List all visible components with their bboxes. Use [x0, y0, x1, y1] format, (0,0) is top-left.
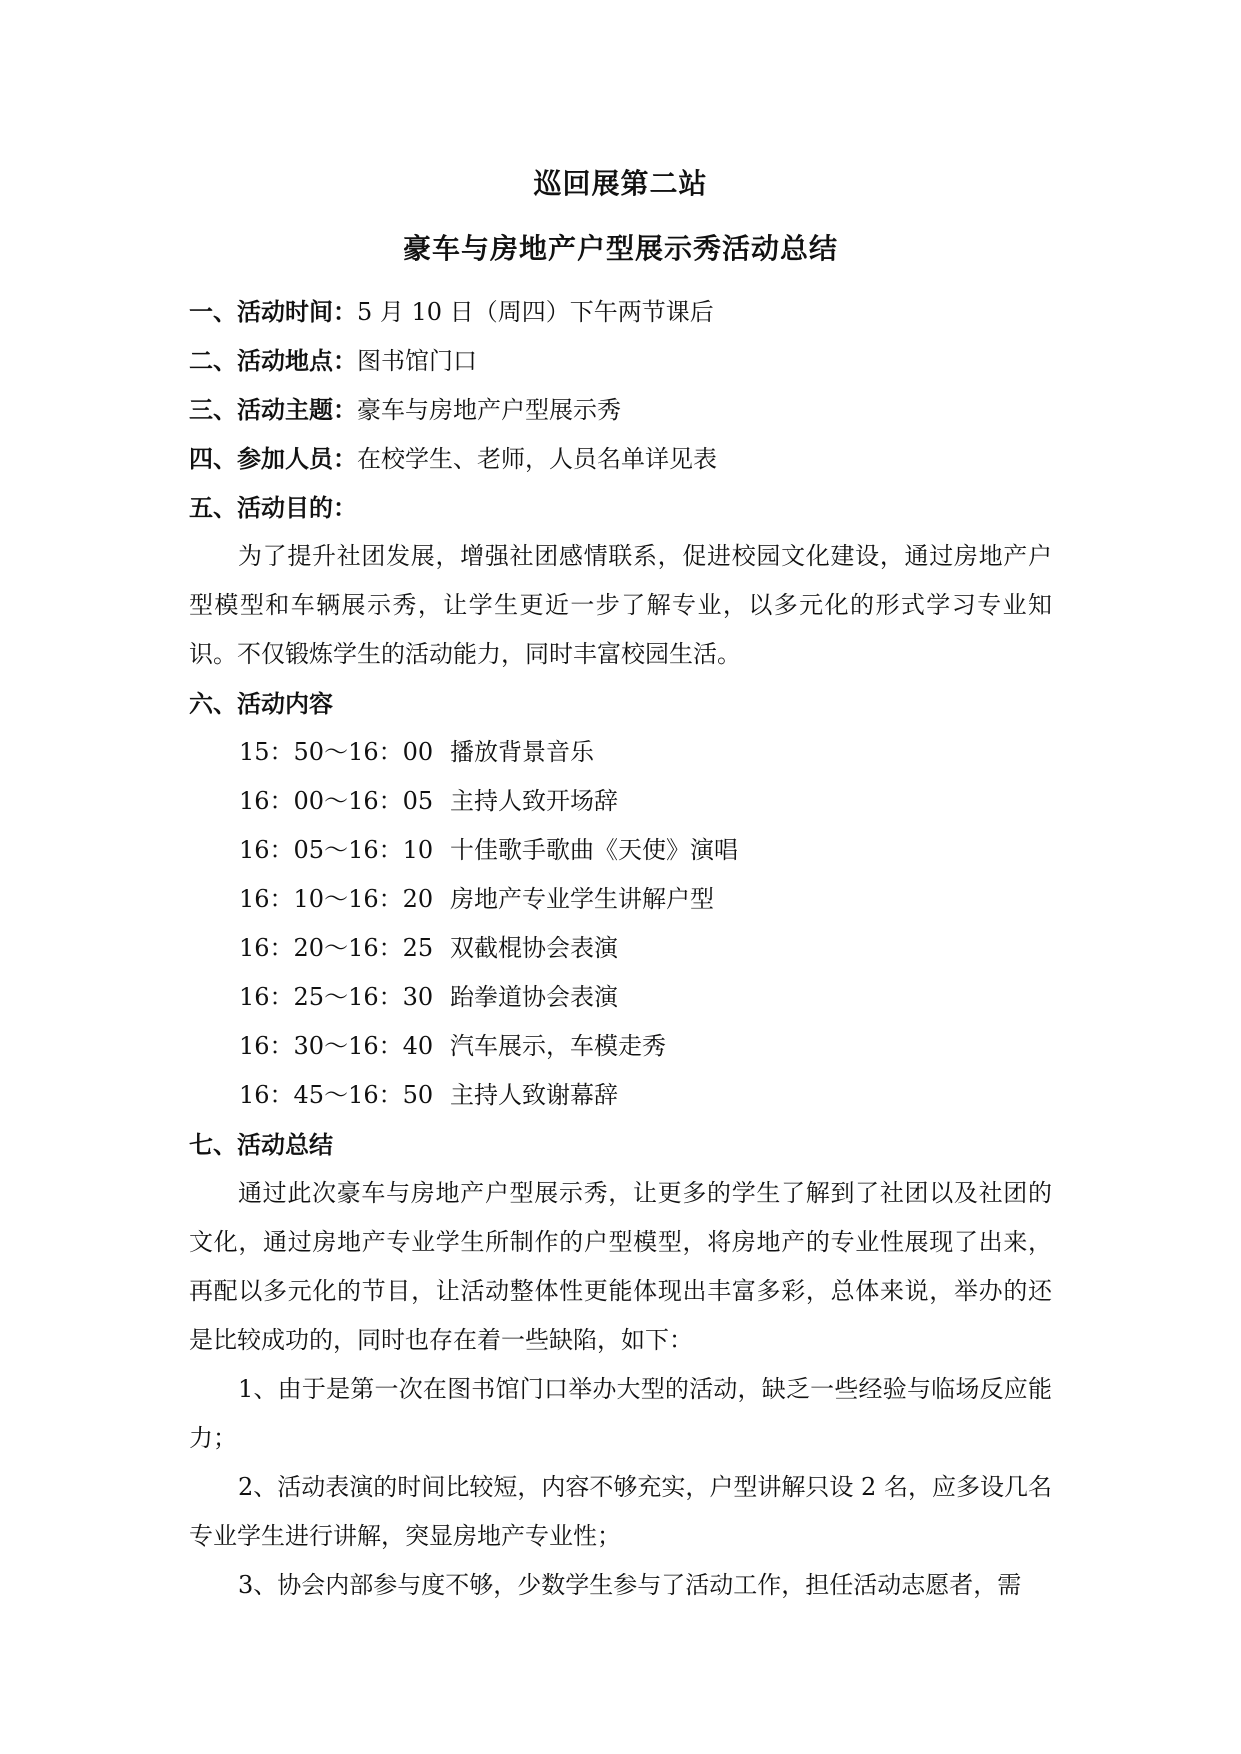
- schedule-time: 16：10～16：20: [239, 885, 434, 913]
- summary-paragraph: 通过此次豪车与房地产户型展示秀，让更多的学生了解到了社团以及社团的文化，通过房地产专业学生所制作的户型模型，将房地产的专业性展现了出来，再配以多元化的节目，让活动整体性更能体现出丰富多彩，总体来说，举办的还是比较成功的，同时也存在着一些缺陷，如下：: [189, 1179, 1052, 1354]
- schedule-row: [189, 728, 1052, 777]
- content-heading: 六、活动内容: [189, 689, 333, 718]
- purpose-paragraph: 为了提升社团发展，增强社团感情联系，促进校园文化建设，通过房地产户型模型和车辆展示秀，让学生更近一步了解专业，以多元化的形式学习专业知识。不仅锻炼学生的活动能力，同时丰富校园生活。: [189, 542, 1052, 668]
- activity-participants-label: 四、参加人员：: [189, 444, 357, 473]
- schedule-item: 汽车展示，车模走秀: [450, 1032, 666, 1060]
- activity-time-label: 一、活动时间：: [189, 297, 357, 326]
- schedule-row: [189, 1022, 1052, 1071]
- schedule-item: 播放背景音乐: [450, 738, 594, 766]
- activity-participants-value: 在校学生、老师，人员名单详见表: [357, 445, 717, 473]
- schedule-item: 跆拳道协会表演: [450, 983, 618, 1011]
- schedule-item: 主持人致谢幕辞: [450, 1081, 618, 1109]
- schedule-item: 房地产专业学生讲解户型: [450, 885, 714, 913]
- activity-time: [189, 287, 1052, 336]
- schedule-time: 15：50～16：00: [239, 738, 434, 766]
- document-body: [189, 287, 1052, 1610]
- activity-theme-value: 豪车与房地产户型展示秀: [357, 396, 621, 424]
- schedule-item: 双截棍协会表演: [450, 934, 618, 962]
- summary-heading: 七、活动总结: [189, 1130, 333, 1159]
- schedule-time: 16：30～16：40: [239, 1032, 434, 1060]
- schedule-time: 16：45～16：50: [239, 1081, 434, 1109]
- schedule-item: 十佳歌手歌曲《天使》演唱: [450, 836, 738, 864]
- activity-location-label: 二、活动地点：: [189, 346, 357, 375]
- schedule-list: [189, 728, 1052, 1120]
- schedule-row: [189, 924, 1052, 973]
- activity-theme: [189, 385, 1052, 434]
- schedule-row: [189, 826, 1052, 875]
- purpose-heading: 五、活动目的：: [189, 493, 357, 522]
- activity-time-value: 5 月 10 日（周四）下午两节课后: [357, 298, 714, 326]
- document-title-line2: 豪车与房地产户型展示秀活动总结: [402, 232, 838, 265]
- schedule-time: 16：20～16：25: [239, 934, 434, 962]
- schedule-time: 16：00～16：05: [239, 787, 434, 815]
- schedule-time: 16：05～16：10: [239, 836, 434, 864]
- activity-theme-label: 三、活动主题：: [189, 395, 357, 424]
- summary-point-3: 3、协会内部参与度不够，少数学生参与了活动工作，担任活动志愿者，需: [238, 1571, 1022, 1599]
- schedule-row: [189, 1071, 1052, 1120]
- summary-point-2: 2、活动表演的时间比较短，内容不够充实，户型讲解只设 2 名，应多设几名专业学生进行讲解，突显房地产专业性；: [189, 1473, 1052, 1550]
- schedule-row: [189, 875, 1052, 924]
- schedule-time: 16：25～16：30: [239, 983, 434, 1011]
- activity-participants: [189, 434, 1052, 483]
- document-title-line1: 巡回展第二站: [533, 167, 708, 200]
- schedule-row: [189, 777, 1052, 826]
- schedule-item: 主持人致开场辞: [450, 787, 618, 815]
- schedule-row: [189, 973, 1052, 1022]
- summary-point-1: 1、由于是第一次在图书馆门口举办大型的活动，缺乏一些经验与临场反应能力；: [189, 1375, 1052, 1452]
- activity-location-value: 图书馆门口: [357, 347, 477, 375]
- activity-location: [189, 336, 1052, 385]
